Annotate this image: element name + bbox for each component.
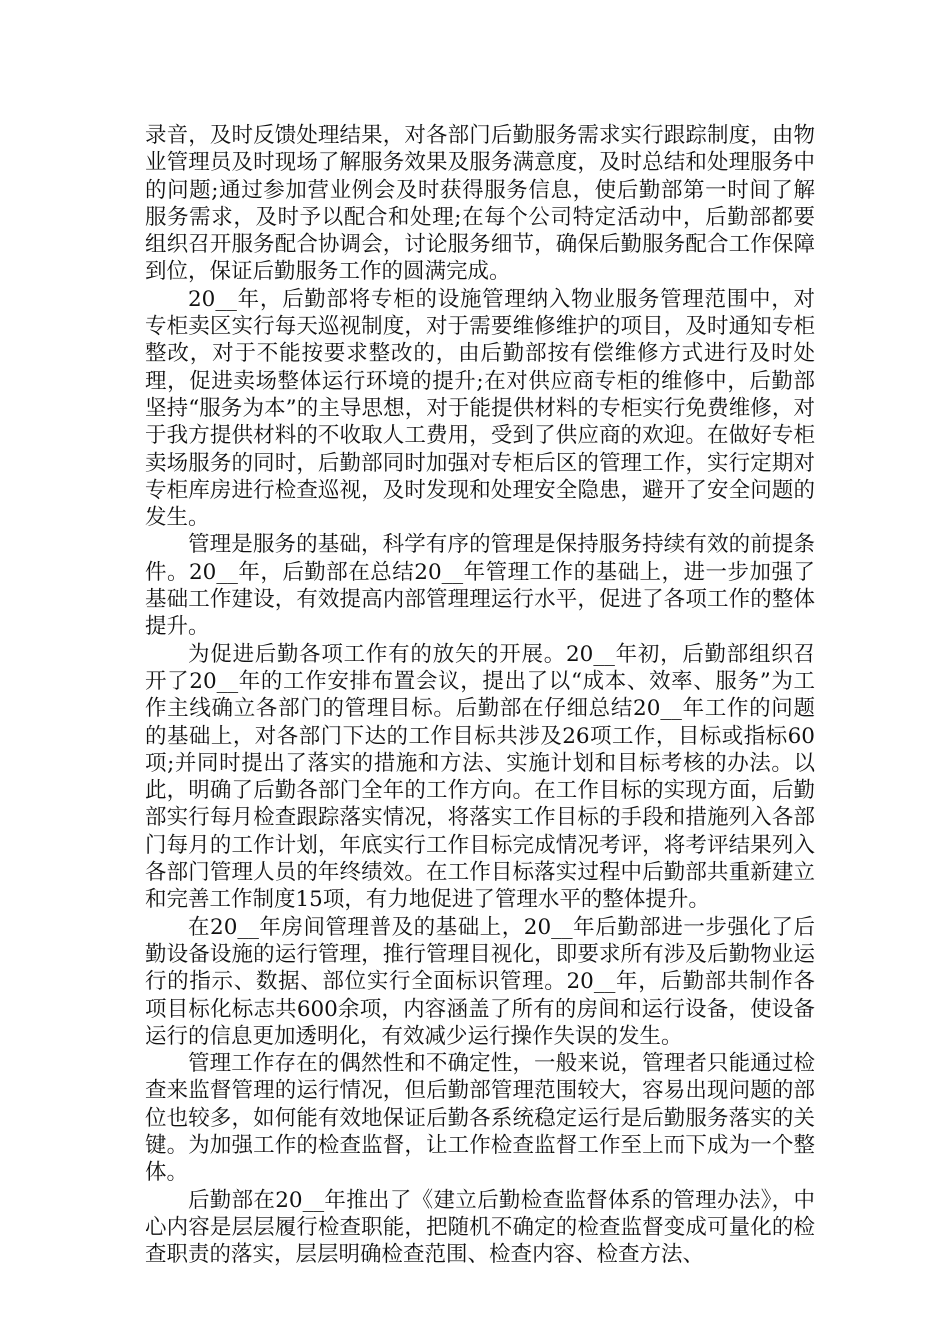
document-body bbox=[145, 122, 815, 1268]
paragraph-2: 20__年，后勤部将专柜的设施管理纳入物业服务管理范围中，对专柜卖区实行每天巡视制度，对于需要维修维护的项目，及时通知专柜整改，对于不能按要求整改的，由后勤部按有偿维修方式进行及时处理，促进卖场整体运行环境的提升;在对供应商专柜的维修中，后勤部坚持“服务为本”的主导思想，对于能提供材料的专柜实行免费维修，对于我方提供材料的不收取人工费用，受到了供应商的欢迎。在做好专柜卖场服务的同时，后勤部同时加强对专柜后区的管理工作，实行定期对专柜库房进行检查巡视，及时发现和处理安全隐患，避开了安全问题的发生。 bbox=[145, 286, 815, 531]
paragraph-1: 录音，及时反馈处理结果，对各部门后勤服务需求实行跟踪制度，由物业管理员及时现场了解服务效果及服务满意度，及时总结和处理服务中的问题;通过参加营业例会及时获得服务信息，使后勤部第一时间了解服务需求，及时予以配合和处理;在每个公司特定活动中，后勤部都要组织召开服务配合协调会，讨论服务细节，确保后勤服务配合工作保障到位，保证后勤服务工作的圆满完成。 bbox=[145, 123, 815, 285]
paragraph-3: 管理是服务的基础，科学有序的管理是保持服务持续有效的前提条件。20__年，后勤部在总结20__年管理工作的基础上，进一步加强了基础工作建设，有效提高内部管理理运行水平，促进了各项工作的整体提升。 bbox=[145, 532, 815, 640]
paragraph-4: 为促进后勤各项工作有的放矢的开展。20__年初，后勤部组织召开了20__年的工作安排布置会议，提出了以“成本、效率、服务”为工作主线确立各部门的管理目标。后勤部在仔细总结20__年工作的问题的基础上，对各部门下达的工作目标共涉及26项工作，目标或指标60项;并同时提出了落实的措施和方法、实施计划和目标考核的办法。以此，明确了后勤各部门全年的工作方向。在工作目标的实现方面，后勤部实行每月检查跟踪落实情况，将落实工作目标的手段和措施列入各部门每月的工作计划，年底实行工作目标完成情况考评，将考评结果列入各部门管理人员的年终绩效。在工作目标落实过程中后勤部共重新建立和完善工作制度15项，有力地促进了管理水平的整体提升。 bbox=[145, 641, 815, 913]
paragraph-5: 在20__年房间管理普及的基础上，20__年后勤部进一步强化了后勤设备设施的运行管理，推行管理目视化，即要求所有涉及后勤物业运行的指示、数据、部位实行全面标识管理。20__年，后勤部共制作各项目标化标志共600余项，内容涵盖了所有的房间和运行设备，使设备运行的信息更加透明化，有效减少运行操作失误的发生。 bbox=[145, 914, 815, 1049]
paragraph-7: 后勤部在20__年推出了《建立后勤检查监督体系的管理办法》，中心内容是层层履行检查职能，把随机不确定的检查监督变成可量化的检查职责的落实，层层明确检查范围、检查内容、检查方法、 bbox=[145, 1187, 815, 1268]
paragraph-6: 管理工作存在的偶然性和不确定性，一般来说，管理者只能通过检查来监督管理的运行情况，但后勤部管理范围较大，容易出现问题的部位也较多，如何能有效地保证后勤各系统稳定运行是后勤服务落实的关键。为加强工作的检查监督，让工作检查监督工作至上而下成为一个整体。 bbox=[145, 1051, 815, 1186]
